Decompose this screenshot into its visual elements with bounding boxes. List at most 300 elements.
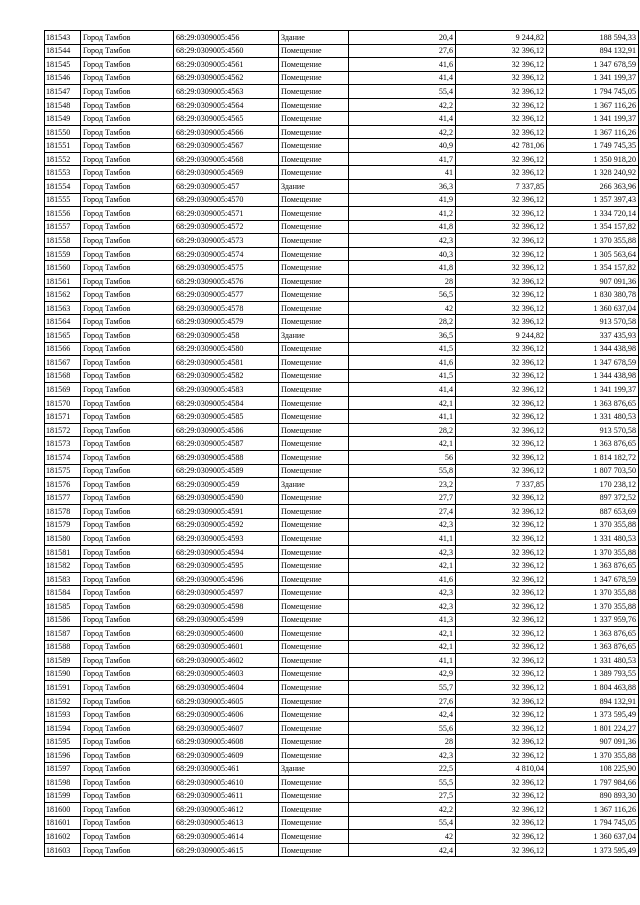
cell-record-id: 181548	[45, 98, 81, 112]
cell-cadastral-value: 1 350 918,20	[547, 152, 639, 166]
cell-record-id: 181577	[45, 491, 81, 505]
cell-area: 27,7	[349, 491, 456, 505]
cell-cadastral-value: 1 797 984,66	[547, 776, 639, 790]
cell-area: 42,9	[349, 667, 456, 681]
cell-cadastral-number: 68:29:0309005:4608	[174, 735, 279, 749]
cell-city: Город Тамбов	[81, 613, 174, 627]
cell-cadastral-value: 894 132,91	[547, 44, 639, 58]
cell-unit-value: 32 396,12	[456, 654, 547, 668]
cell-unit-value: 32 396,12	[456, 44, 547, 58]
cell-object-type: Помещение	[279, 640, 349, 654]
cadastral-value-table	[44, 30, 639, 857]
cell-record-id: 181549	[45, 112, 81, 126]
cell-area: 41,2	[349, 207, 456, 221]
cell-record-id: 181583	[45, 572, 81, 586]
cell-cadastral-number: 68:29:0309005:4578	[174, 301, 279, 315]
cell-record-id: 181558	[45, 234, 81, 248]
cell-area: 41,9	[349, 193, 456, 207]
cell-unit-value: 32 396,12	[456, 627, 547, 641]
cell-record-id: 181543	[45, 31, 81, 45]
cell-area: 56,5	[349, 288, 456, 302]
cell-object-type: Помещение	[279, 803, 349, 817]
cell-object-type: Помещение	[279, 735, 349, 749]
cell-city: Город Тамбов	[81, 152, 174, 166]
cell-cadastral-value: 1 344 438,98	[547, 369, 639, 383]
cell-city: Город Тамбов	[81, 694, 174, 708]
cell-unit-value: 32 396,12	[456, 274, 547, 288]
cell-cadastral-value: 1 367 116,26	[547, 98, 639, 112]
cell-cadastral-value: 897 372,52	[547, 491, 639, 505]
cell-area: 42,3	[349, 586, 456, 600]
cell-cadastral-number: 68:29:0309005:4572	[174, 220, 279, 234]
cell-city: Город Тамбов	[81, 640, 174, 654]
cell-record-id: 181595	[45, 735, 81, 749]
cell-record-id: 181555	[45, 193, 81, 207]
table-row	[45, 139, 639, 153]
cell-object-type: Помещение	[279, 112, 349, 126]
cell-city: Город Тамбов	[81, 383, 174, 397]
cell-cadastral-value: 1 328 240,92	[547, 166, 639, 180]
cell-unit-value: 32 396,12	[456, 803, 547, 817]
cell-city: Город Тамбов	[81, 139, 174, 153]
cell-object-type: Помещение	[279, 207, 349, 221]
cell-cadastral-value: 1 331 480,53	[547, 654, 639, 668]
cell-unit-value: 32 396,12	[456, 356, 547, 370]
cell-object-type: Здание	[279, 478, 349, 492]
cell-city: Город Тамбов	[81, 274, 174, 288]
cell-area: 41	[349, 166, 456, 180]
cell-cadastral-number: 68:29:0309005:4587	[174, 437, 279, 451]
table-row	[45, 654, 639, 668]
cell-city: Город Тамбов	[81, 288, 174, 302]
cell-cadastral-number: 68:29:0309005:461	[174, 762, 279, 776]
cell-cadastral-value: 894 132,91	[547, 694, 639, 708]
cell-unit-value: 32 396,12	[456, 98, 547, 112]
cell-area: 42,2	[349, 98, 456, 112]
cell-city: Город Тамбов	[81, 735, 174, 749]
cell-cadastral-number: 68:29:0309005:4585	[174, 410, 279, 424]
cell-record-id: 181561	[45, 274, 81, 288]
cell-cadastral-value: 1 367 116,26	[547, 803, 639, 817]
cell-record-id: 181554	[45, 180, 81, 194]
cell-cadastral-number: 68:29:0309005:4613	[174, 816, 279, 830]
table-row	[45, 342, 639, 356]
table-row	[45, 505, 639, 519]
cell-cadastral-number: 68:29:0309005:4574	[174, 247, 279, 261]
table-row	[45, 667, 639, 681]
cell-object-type: Помещение	[279, 301, 349, 315]
cell-unit-value: 32 396,12	[456, 220, 547, 234]
cell-cadastral-number: 68:29:0309005:4598	[174, 599, 279, 613]
cell-city: Город Тамбов	[81, 342, 174, 356]
cell-city: Город Тамбов	[81, 437, 174, 451]
table-row	[45, 247, 639, 261]
cell-city: Город Тамбов	[81, 830, 174, 844]
table-row	[45, 478, 639, 492]
cell-city: Город Тамбов	[81, 559, 174, 573]
cell-cadastral-number: 68:29:0309005:4589	[174, 464, 279, 478]
cell-object-type: Помещение	[279, 44, 349, 58]
cell-city: Город Тамбов	[81, 247, 174, 261]
cell-object-type: Помещение	[279, 627, 349, 641]
cell-unit-value: 7 337,85	[456, 180, 547, 194]
cell-object-type: Помещение	[279, 274, 349, 288]
cell-unit-value: 32 396,12	[456, 505, 547, 519]
cell-cadastral-number: 68:29:0309005:4603	[174, 667, 279, 681]
cell-record-id: 181547	[45, 85, 81, 99]
cell-cadastral-number: 68:29:0309005:4606	[174, 708, 279, 722]
cell-object-type: Помещение	[279, 58, 349, 72]
cell-cadastral-value: 108 225,90	[547, 762, 639, 776]
cell-cadastral-number: 68:29:0309005:456	[174, 31, 279, 45]
cell-cadastral-number: 68:29:0309005:4588	[174, 450, 279, 464]
cell-area: 28,2	[349, 423, 456, 437]
table-row	[45, 234, 639, 248]
cell-area: 22,5	[349, 762, 456, 776]
cell-record-id: 181599	[45, 789, 81, 803]
cell-city: Город Тамбов	[81, 410, 174, 424]
cell-area: 41,4	[349, 112, 456, 126]
cell-record-id: 181576	[45, 478, 81, 492]
cell-cadastral-number: 68:29:0309005:4565	[174, 112, 279, 126]
cell-record-id: 181586	[45, 613, 81, 627]
cell-area: 41,8	[349, 220, 456, 234]
cell-record-id: 181556	[45, 207, 81, 221]
cell-city: Город Тамбов	[81, 803, 174, 817]
cell-area: 36,3	[349, 180, 456, 194]
cell-record-id: 181571	[45, 410, 81, 424]
cell-record-id: 181552	[45, 152, 81, 166]
cell-record-id: 181591	[45, 681, 81, 695]
cell-area: 42	[349, 301, 456, 315]
cell-cadastral-number: 68:29:0309005:4602	[174, 654, 279, 668]
table-row	[45, 396, 639, 410]
cell-cadastral-value: 1 370 355,88	[547, 599, 639, 613]
cell-record-id: 181560	[45, 261, 81, 275]
cell-area: 41,6	[349, 572, 456, 586]
table-row	[45, 125, 639, 139]
cell-unit-value: 32 396,12	[456, 410, 547, 424]
table-row	[45, 708, 639, 722]
cell-cadastral-number: 68:29:0309005:4610	[174, 776, 279, 790]
cell-city: Город Тамбов	[81, 789, 174, 803]
cell-object-type: Помещение	[279, 572, 349, 586]
cell-object-type: Помещение	[279, 220, 349, 234]
cell-unit-value: 32 396,12	[456, 613, 547, 627]
table-row	[45, 532, 639, 546]
cell-cadastral-number: 68:29:0309005:4582	[174, 369, 279, 383]
cell-area: 42,1	[349, 640, 456, 654]
cell-unit-value: 32 396,12	[456, 816, 547, 830]
cell-object-type: Помещение	[279, 681, 349, 695]
cell-city: Город Тамбов	[81, 220, 174, 234]
cell-cadastral-value: 1 804 463,88	[547, 681, 639, 695]
table-row	[45, 58, 639, 72]
cell-unit-value: 32 396,12	[456, 58, 547, 72]
cell-unit-value: 32 396,12	[456, 207, 547, 221]
cell-cadastral-number: 68:29:0309005:4595	[174, 559, 279, 573]
cell-cadastral-number: 68:29:0309005:4583	[174, 383, 279, 397]
cell-unit-value: 32 396,12	[456, 464, 547, 478]
cell-area: 41,7	[349, 152, 456, 166]
table-row	[45, 559, 639, 573]
cell-city: Город Тамбов	[81, 261, 174, 275]
cell-record-id: 181582	[45, 559, 81, 573]
cell-object-type: Помещение	[279, 166, 349, 180]
cell-cadastral-value: 1 331 480,53	[547, 410, 639, 424]
cell-unit-value: 32 396,12	[456, 681, 547, 695]
cell-cadastral-value: 1 363 876,65	[547, 437, 639, 451]
cell-record-id: 181593	[45, 708, 81, 722]
cell-cadastral-value: 266 363,96	[547, 180, 639, 194]
cell-area: 41,1	[349, 532, 456, 546]
table-row	[45, 301, 639, 315]
cell-record-id: 181574	[45, 450, 81, 464]
cell-cadastral-number: 68:29:0309005:4584	[174, 396, 279, 410]
table-row	[45, 843, 639, 857]
cell-area: 41,6	[349, 356, 456, 370]
cell-object-type: Помещение	[279, 491, 349, 505]
cell-cadastral-value: 1 363 876,65	[547, 627, 639, 641]
cell-cadastral-value: 1 347 678,59	[547, 572, 639, 586]
cell-object-type: Помещение	[279, 654, 349, 668]
cell-cadastral-value: 1 801 224,27	[547, 721, 639, 735]
cell-object-type: Помещение	[279, 98, 349, 112]
cell-area: 42	[349, 830, 456, 844]
cell-cadastral-value: 1 370 355,88	[547, 234, 639, 248]
cell-area: 42,4	[349, 843, 456, 857]
cell-object-type: Помещение	[279, 843, 349, 857]
cell-city: Город Тамбов	[81, 234, 174, 248]
table-row	[45, 464, 639, 478]
cell-city: Город Тамбов	[81, 193, 174, 207]
cell-record-id: 181569	[45, 383, 81, 397]
table-row	[45, 85, 639, 99]
cell-cadastral-number: 68:29:0309005:4580	[174, 342, 279, 356]
cell-city: Город Тамбов	[81, 491, 174, 505]
cell-area: 55,8	[349, 464, 456, 478]
cell-area: 42,1	[349, 559, 456, 573]
table-row	[45, 545, 639, 559]
cell-cadastral-number: 68:29:0309005:4563	[174, 85, 279, 99]
cell-cadastral-number: 68:29:0309005:4609	[174, 748, 279, 762]
cell-unit-value: 32 396,12	[456, 491, 547, 505]
cell-object-type: Помещение	[279, 247, 349, 261]
cell-record-id: 181546	[45, 71, 81, 85]
table-row	[45, 816, 639, 830]
cell-city: Город Тамбов	[81, 369, 174, 383]
cell-unit-value: 32 396,12	[456, 843, 547, 857]
cell-record-id: 181584	[45, 586, 81, 600]
cell-object-type: Помещение	[279, 748, 349, 762]
cell-city: Город Тамбов	[81, 505, 174, 519]
cell-object-type: Помещение	[279, 423, 349, 437]
table-row	[45, 450, 639, 464]
document-page	[44, 30, 639, 857]
cell-record-id: 181550	[45, 125, 81, 139]
table-row	[45, 586, 639, 600]
cell-cadastral-value: 1 389 793,55	[547, 667, 639, 681]
table-row	[45, 44, 639, 58]
cell-city: Город Тамбов	[81, 843, 174, 857]
table-row	[45, 31, 639, 45]
cell-area: 55,4	[349, 85, 456, 99]
cell-cadastral-number: 68:29:0309005:4573	[174, 234, 279, 248]
cell-cadastral-value: 913 570,58	[547, 315, 639, 329]
cell-city: Город Тамбов	[81, 58, 174, 72]
cell-city: Город Тамбов	[81, 450, 174, 464]
cell-record-id: 181594	[45, 721, 81, 735]
cell-object-type: Помещение	[279, 288, 349, 302]
cell-unit-value: 32 396,12	[456, 830, 547, 844]
cell-cadastral-number: 68:29:0309005:4615	[174, 843, 279, 857]
table-row	[45, 681, 639, 695]
cell-city: Город Тамбов	[81, 31, 174, 45]
cell-cadastral-value: 1 363 876,65	[547, 396, 639, 410]
cell-cadastral-number: 68:29:0309005:4597	[174, 586, 279, 600]
table-row	[45, 572, 639, 586]
cell-area: 28	[349, 274, 456, 288]
cell-record-id: 181585	[45, 599, 81, 613]
cell-record-id: 181565	[45, 329, 81, 343]
cell-cadastral-value: 1 814 182,72	[547, 450, 639, 464]
cell-unit-value: 32 396,12	[456, 166, 547, 180]
cell-unit-value: 32 396,12	[456, 369, 547, 383]
cell-area: 42,1	[349, 396, 456, 410]
table-row	[45, 193, 639, 207]
cell-record-id: 181596	[45, 748, 81, 762]
cell-area: 41,4	[349, 71, 456, 85]
cell-cadastral-value: 913 570,58	[547, 423, 639, 437]
cell-area: 41,6	[349, 58, 456, 72]
cell-object-type: Помещение	[279, 586, 349, 600]
cell-unit-value: 32 396,12	[456, 450, 547, 464]
cell-cadastral-number: 68:29:0309005:4600	[174, 627, 279, 641]
table-row	[45, 112, 639, 126]
cell-record-id: 181598	[45, 776, 81, 790]
cell-area: 36,5	[349, 329, 456, 343]
cell-record-id: 181601	[45, 816, 81, 830]
cell-unit-value: 32 396,12	[456, 708, 547, 722]
cell-cadastral-number: 68:29:0309005:4571	[174, 207, 279, 221]
cell-area: 42,3	[349, 545, 456, 559]
cell-city: Город Тамбов	[81, 478, 174, 492]
cell-object-type: Помещение	[279, 152, 349, 166]
cell-cadastral-number: 68:29:0309005:4568	[174, 152, 279, 166]
cell-area: 42,2	[349, 803, 456, 817]
cell-cadastral-number: 68:29:0309005:4590	[174, 491, 279, 505]
table-row	[45, 748, 639, 762]
cell-record-id: 181564	[45, 315, 81, 329]
cell-cadastral-number: 68:29:0309005:4561	[174, 58, 279, 72]
cell-cadastral-value: 1 360 637,04	[547, 301, 639, 315]
table-row	[45, 789, 639, 803]
cell-cadastral-number: 68:29:0309005:4607	[174, 721, 279, 735]
cell-cadastral-number: 68:29:0309005:4586	[174, 423, 279, 437]
cell-unit-value: 32 396,12	[456, 315, 547, 329]
cell-cadastral-value: 1 807 703,50	[547, 464, 639, 478]
table-row	[45, 220, 639, 234]
cell-city: Город Тамбов	[81, 654, 174, 668]
cell-unit-value: 4 810,04	[456, 762, 547, 776]
cell-area: 27,6	[349, 694, 456, 708]
cell-city: Город Тамбов	[81, 112, 174, 126]
cell-record-id: 181570	[45, 396, 81, 410]
cell-cadastral-value: 188 594,33	[547, 31, 639, 45]
cell-cadastral-number: 68:29:0309005:4562	[174, 71, 279, 85]
table-row	[45, 613, 639, 627]
cell-city: Город Тамбов	[81, 518, 174, 532]
table-row	[45, 599, 639, 613]
cell-unit-value: 32 396,12	[456, 640, 547, 654]
cell-object-type: Помещение	[279, 830, 349, 844]
cell-city: Город Тамбов	[81, 721, 174, 735]
cell-object-type: Помещение	[279, 125, 349, 139]
table-row	[45, 152, 639, 166]
cell-record-id: 181589	[45, 654, 81, 668]
cell-object-type: Помещение	[279, 816, 349, 830]
cell-area: 41,1	[349, 410, 456, 424]
cell-unit-value: 32 396,12	[456, 599, 547, 613]
cell-area: 27,4	[349, 505, 456, 519]
cell-object-type: Помещение	[279, 71, 349, 85]
cell-unit-value: 32 396,12	[456, 71, 547, 85]
table-row	[45, 315, 639, 329]
cell-cadastral-value: 1 373 595,49	[547, 708, 639, 722]
cell-object-type: Помещение	[279, 545, 349, 559]
cell-area: 40,9	[349, 139, 456, 153]
table-row	[45, 356, 639, 370]
cell-cadastral-number: 68:29:0309005:4567	[174, 139, 279, 153]
cell-unit-value: 32 396,12	[456, 152, 547, 166]
cell-area: 55,5	[349, 776, 456, 790]
cell-cadastral-value: 1 305 563,64	[547, 247, 639, 261]
cell-object-type: Помещение	[279, 450, 349, 464]
cell-record-id: 181602	[45, 830, 81, 844]
cell-cadastral-number: 68:29:0309005:4591	[174, 505, 279, 519]
cell-area: 41,5	[349, 369, 456, 383]
cell-unit-value: 32 396,12	[456, 776, 547, 790]
table-row	[45, 518, 639, 532]
table-row	[45, 437, 639, 451]
cell-object-type: Помещение	[279, 342, 349, 356]
cell-object-type: Здание	[279, 762, 349, 776]
cell-record-id: 181562	[45, 288, 81, 302]
cell-city: Город Тамбов	[81, 125, 174, 139]
cell-object-type: Помещение	[279, 776, 349, 790]
cell-record-id: 181581	[45, 545, 81, 559]
cell-area: 55,7	[349, 681, 456, 695]
cell-cadastral-value: 1 354 157,82	[547, 220, 639, 234]
cell-record-id: 181559	[45, 247, 81, 261]
cell-city: Город Тамбов	[81, 396, 174, 410]
cell-record-id: 181553	[45, 166, 81, 180]
cell-city: Город Тамбов	[81, 816, 174, 830]
table-row	[45, 383, 639, 397]
cell-city: Город Тамбов	[81, 599, 174, 613]
cell-record-id: 181590	[45, 667, 81, 681]
cell-unit-value: 32 396,12	[456, 545, 547, 559]
cell-record-id: 181592	[45, 694, 81, 708]
cell-unit-value: 32 396,12	[456, 112, 547, 126]
table-row	[45, 762, 639, 776]
cell-area: 28	[349, 735, 456, 749]
cell-unit-value: 32 396,12	[456, 261, 547, 275]
cell-cadastral-number: 68:29:0309005:458	[174, 329, 279, 343]
cell-area: 41,3	[349, 613, 456, 627]
cell-area: 55,6	[349, 721, 456, 735]
cell-unit-value: 7 337,85	[456, 478, 547, 492]
